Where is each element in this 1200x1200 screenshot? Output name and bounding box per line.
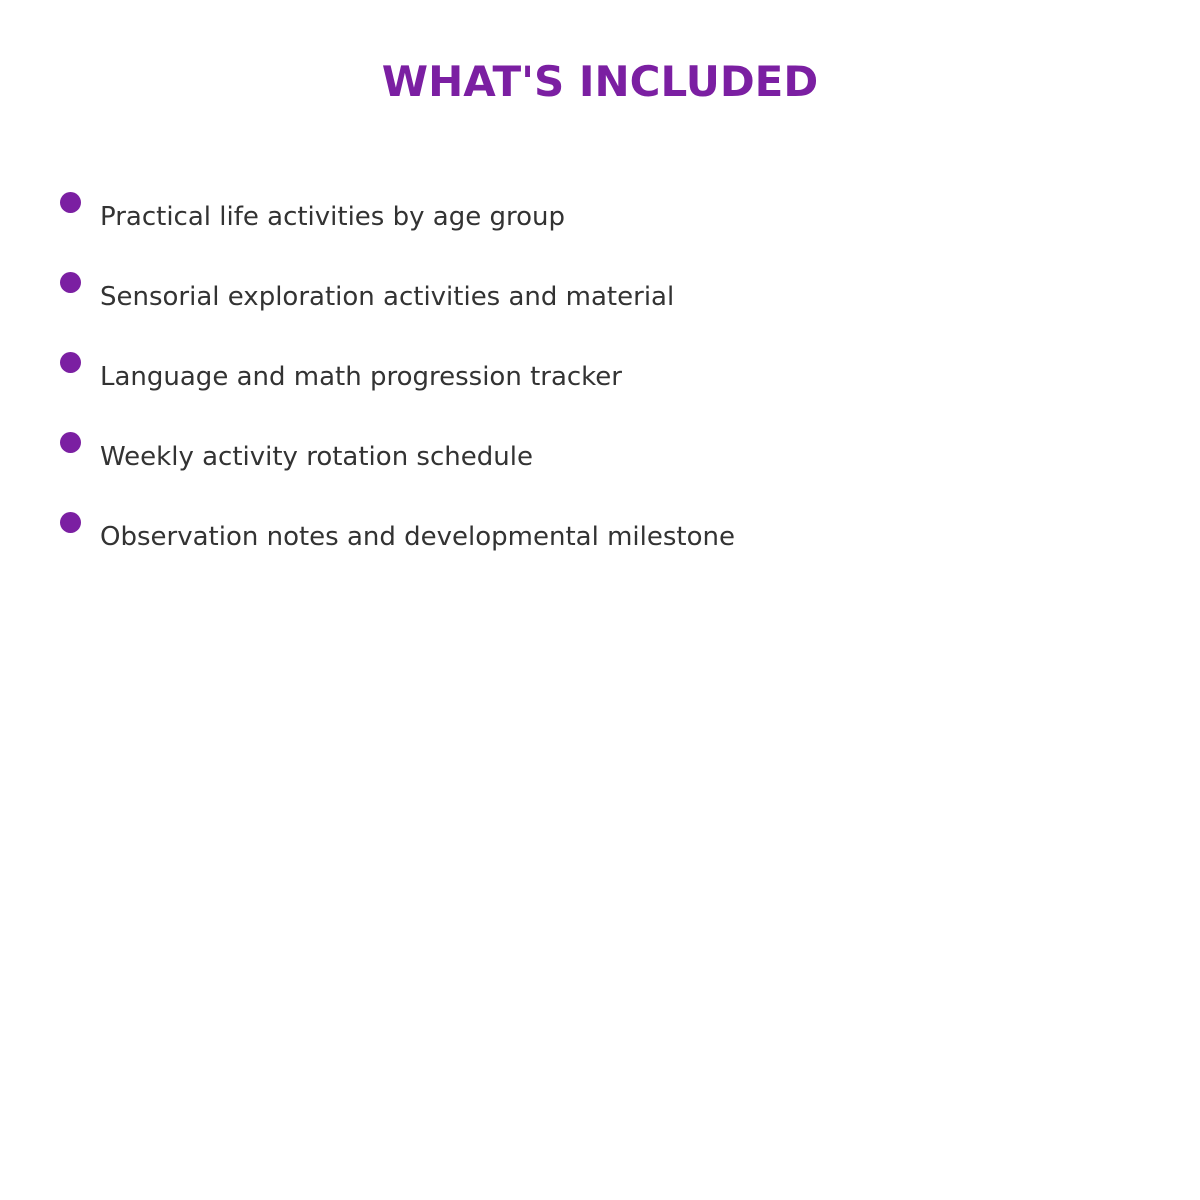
bullet-dot-icon: [60, 432, 81, 453]
list-item: [0, 512, 1200, 572]
list-item-label: Observation notes and developmental milestone: [100, 522, 735, 552]
list-item-label: Language and math progression tracker: [100, 362, 622, 392]
list-item: [0, 432, 1200, 492]
list-item: [0, 192, 1200, 252]
bullet-dot-icon: [60, 272, 81, 293]
list-item-label: Sensorial exploration activities and material: [100, 282, 675, 312]
bullet-dot-icon: [60, 512, 81, 533]
list-item-label: Weekly activity rotation schedule: [100, 442, 533, 472]
list-item-label: Practical life activities by age group: [100, 202, 565, 232]
page-title: WHAT'S INCLUDED: [381, 57, 819, 106]
list-item: [0, 272, 1200, 332]
bullet-dot-icon: [60, 192, 81, 213]
bullet-dot-icon: [60, 352, 81, 373]
list-item: [0, 352, 1200, 412]
